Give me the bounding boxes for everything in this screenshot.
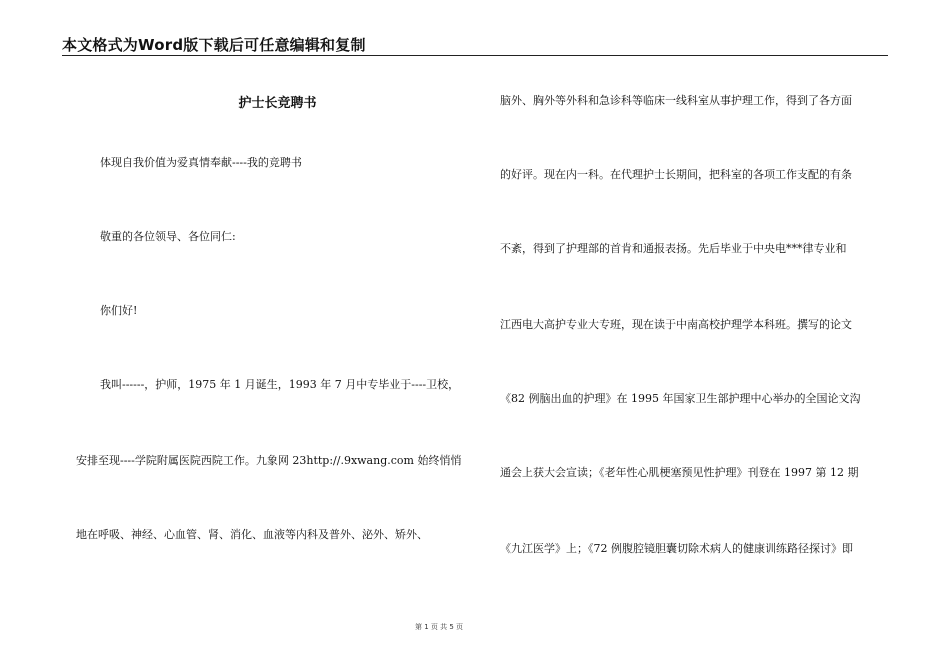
paragraph-body-line: 地在呼吸、神经、心血管、肾、消化、血液等内科及普外、泌外、矫外、 xyxy=(76,528,428,541)
paragraph-body-line: 脑外、胸外等外科和急诊科等临床一线科室从事护理工作，得到了各方面 xyxy=(500,94,852,107)
paragraph-greeting: 你们好! xyxy=(100,304,138,317)
paragraph-body-line: 安排至现----学院附属医院西院工作。九象网 23http://.9xwang.com 始终悄悄 xyxy=(76,454,462,467)
paragraph-salutation: 敬重的各位领导、各位同仁: xyxy=(100,230,236,243)
paragraph-body-line: 江西电大高护专业大专班，现在读于中南高校护理学本科班。撰写的论文 xyxy=(500,318,852,331)
paragraph-body-line: 通会上获大会宣读；《老年性心肌梗塞预见性护理》刊登在 1997 第 12 期 xyxy=(500,466,859,479)
header-rule xyxy=(62,55,888,56)
paragraph-body-line: 《九江医学》上；《72 例腹腔镜胆囊切除术病人的健康训练路径探讨》即 xyxy=(500,542,853,555)
paragraph-body-line: 不紊，得到了护理部的首肯和通报表扬。先后毕业于中央电***律专业和 xyxy=(500,242,847,255)
paragraph-body-line: 《82 例脑出血的护理》在 1995 年国家卫生部护理中心举办的全国论文沟 xyxy=(500,392,861,405)
document-title: 护士长竞聘书 xyxy=(238,96,317,111)
page-footer: 第 1 页 共 5 页 xyxy=(414,623,464,631)
header-title: 本文格式为Word版下载后可任意编辑和复制 xyxy=(62,36,366,54)
paragraph-subtitle: 体现自我价值为爱真情奉献----我的竞聘书 xyxy=(100,156,302,169)
paragraph-body-line: 的好评。现在内一科。在代理护士长期间，把科室的各项工作支配的有条 xyxy=(500,168,852,181)
paragraph-body-line: 我叫------，护师，1975 年 1 月诞生，1993 年 7 月中专毕业于----卫校， xyxy=(100,378,460,391)
